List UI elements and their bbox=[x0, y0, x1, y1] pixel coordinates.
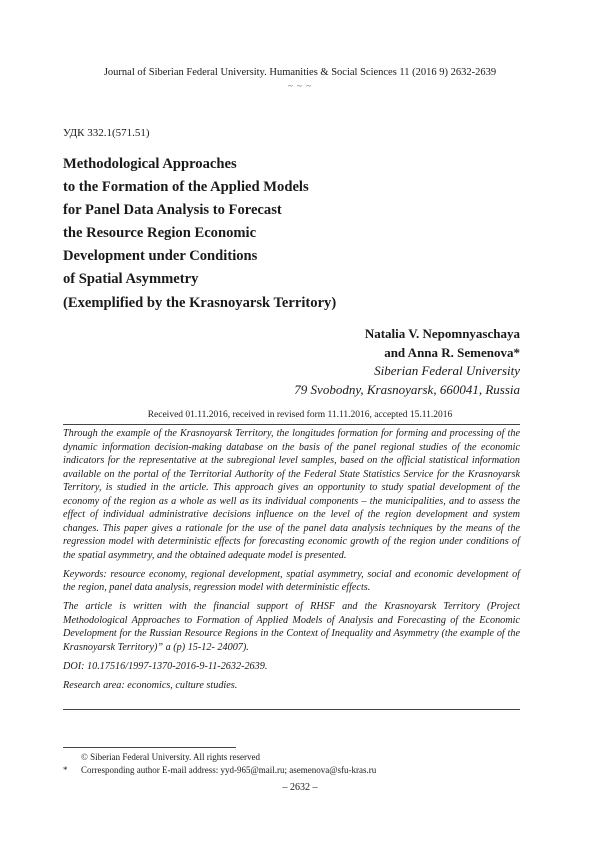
header-ornament: ~ ~ ~ bbox=[287, 81, 313, 91]
journal-header: Journal of Siberian Federal University. Humanities & Social Sciences 11 (2016 9) 2632-2639 bbox=[103, 67, 497, 78]
abstract-block bbox=[63, 427, 520, 698]
page-number: – 2632 – bbox=[282, 782, 318, 793]
title-line: for Panel Data Analysis to Forecast bbox=[63, 202, 282, 219]
received-dates: Received 01.11.2016, received in revised form 11.11.2016, accepted 15.11.2016 bbox=[147, 410, 453, 420]
title-line: to the Formation of the Applied Models bbox=[63, 179, 309, 196]
author-address: 79 Svobodny, Krasnoyarsk, 660041, Russia bbox=[294, 381, 520, 397]
keywords: Keywords: resource economy, regional development, spatial asymmetry, social and economic development of the region, panel data analysis, regression model with deterministic effects. bbox=[63, 568, 520, 593]
abstract-text: Through the example of the Krasnoyarsk Territory, the longitudes formation for forming and processing of the dynamic information decision-making database on the basis of the panel regional studies of the economic indicators for the representative at the subregional level samples, based on the official statistical information available on the portal of the Territorial Authority of the Federal State Statistics Service for the Krasnoyarsk Territory, is studied in the article. This approach gives an opportunity to study spatial development of the economy of the region as a whole as well as its individual components – the municipalities, and to assess the effect of individual administrative decisions influence on the level of the region development and system changes. This paper gives a rationale for the use of the panel data analysis techniques by the means of the regression model with deterministic effects for forecasting economic growth of the region under conditions of the spatial asymmetry, and the obtained adequate model is presented. bbox=[63, 428, 520, 561]
author-names-line-1: Natalia V. Nepomnyaschaya bbox=[364, 326, 520, 341]
doi: DOI: 10.17516/1997-1370-2016-9-11-2632-2639. bbox=[63, 660, 268, 672]
title-line: of Spatial Asymmetry bbox=[63, 271, 199, 288]
copyright-text: © Siberian Federal University. All rights reserved bbox=[81, 752, 260, 762]
title-line: Development under Conditions bbox=[63, 248, 258, 265]
author-names-line-2: and Anna R. Semenova* bbox=[384, 344, 520, 360]
udk-code: УДК 332.1(571.51) bbox=[63, 127, 150, 139]
footnote-corresponding bbox=[63, 764, 376, 777]
title-line: the Resource Region Economic bbox=[63, 225, 257, 242]
abstract-bottom-rule bbox=[63, 709, 520, 710]
title-line: Methodological Approaches bbox=[63, 156, 237, 172]
abstract-top-rule bbox=[63, 424, 520, 425]
footnotes bbox=[63, 751, 376, 777]
author-affiliation: Siberian Federal University bbox=[374, 363, 520, 378]
research-area: Research area: economics, culture studies. bbox=[63, 679, 238, 691]
footnote-star: * bbox=[63, 765, 68, 775]
footnote-rule bbox=[63, 747, 236, 748]
article-title bbox=[63, 153, 533, 315]
title-line: (Exemplified by the Krasnoyarsk Territory) bbox=[63, 294, 337, 311]
author-block bbox=[294, 325, 520, 399]
funding-note: The article is written with the financial support of RHSF and the Krasnoyarsk Territory (Project Methodological Approaches to Formation of Applied Models of Analysis and Forecasting of the Economic Development for the Russian Resource Regions in the Context of Inequality and Asymmetry (the example of the Krasnoyarsk Territory)” a (p) 15-12- 24007). bbox=[63, 601, 520, 653]
corresponding-author-text: Corresponding author E-mail address: yyd-965@mail.ru; asemenova@sfu-kras.ru bbox=[81, 765, 377, 775]
footnote-copyright bbox=[63, 751, 376, 764]
